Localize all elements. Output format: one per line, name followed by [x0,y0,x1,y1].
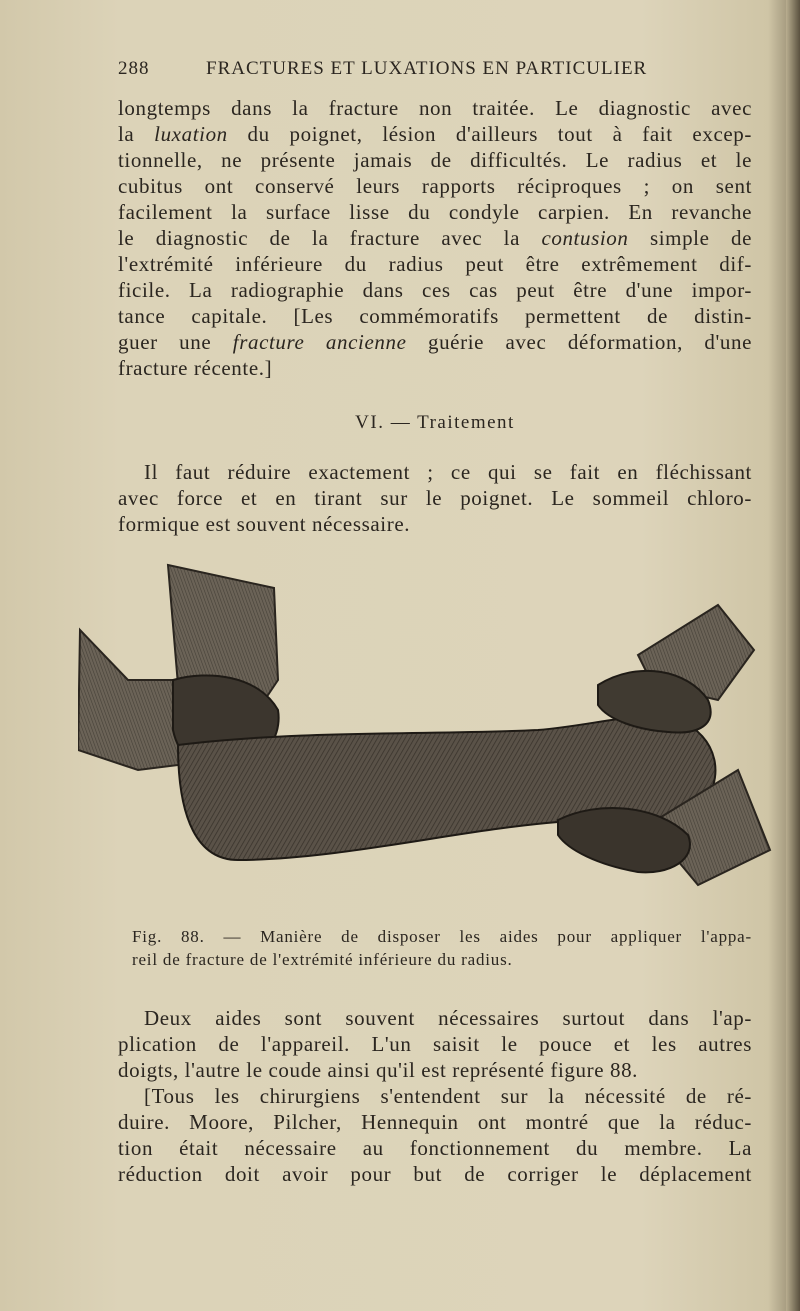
page-number: 288 [118,58,150,79]
text-line: Deux aides sont souvent nécessaires surtout dans l'ap- [144,1006,752,1030]
text-line: la luxation du poignet, lésion d'ailleurs tout à fait excep- [118,122,752,146]
text-line: tance capitale. [Les commémoratifs permettent de distin- [118,304,752,328]
figure-88-illustration [78,560,772,892]
text-line: cubitus ont conservé leurs rapports réciproques ; on sent [118,174,752,198]
text-line: tion était nécessaire au fonctionnement du membre. La [118,1136,752,1160]
figure-caption [132,925,752,971]
text-line: plication de l'appareil. L'un saisit le pouce et les autres [118,1032,752,1056]
text-line: facilement la surface lisse du condyle carpien. En revanche [118,200,752,224]
text-line: réduction doit avoir pour but de corriger le déplacement [118,1162,752,1186]
text-line: fracture récente.] [118,356,273,380]
text-line: duire. Moore, Pilcher, Hennequin ont montré que la réduc- [118,1110,752,1134]
paragraph-reduction [118,459,752,537]
text-line: le diagnostic de la fracture avec la contusion simple de [118,226,752,250]
text-line: longtemps dans la fracture non traitée. Le diagnostic avec [118,96,752,120]
text-line: tionnelle, ne présente jamais de difficultés. Le radius et le [118,148,752,172]
italic-term: luxation [154,122,228,146]
text-line: [Tous les chirurgiens s'entendent sur la nécessité de ré- [144,1084,752,1108]
text-line: Il faut réduire exactement ; ce qui se fait en fléchissant [144,460,752,484]
running-title: FRACTURES ET LUXATIONS EN PARTICULIER [206,58,648,79]
paragraph-assistants [118,1005,752,1083]
italic-term: fracture ancienne [232,330,407,354]
page-gutter [786,0,800,1311]
text-line: l'extrémité inférieure du radius peut être extrêmement dif- [118,252,752,276]
text-line: avec force et en tirant sur le poignet. Le sommeil chloro- [118,486,752,510]
text-line: formique est souvent nécessaire. [118,512,411,536]
caption-line: Fig. 88. — Manière de disposer les aides pour appliquer l'appa- [132,927,752,946]
arm-engraving-image [78,560,772,892]
section-heading: VI. — Traitement [355,412,515,433]
running-header [118,58,678,84]
italic-term: contusion [541,226,629,250]
text-line: guer une fracture ancienne guérie avec déformation, d'une [118,330,752,354]
paragraph-surgeons [118,1083,752,1187]
text-line: doigts, l'autre le coude ainsi qu'il est représenté figure 88. [118,1058,639,1082]
caption-line: reil de fracture de l'extrémité inférieure du radius. [132,950,513,969]
paragraph-diagnostic [118,95,752,381]
text-line: ficile. La radiographie dans ces cas peut être d'une impor- [118,278,752,302]
